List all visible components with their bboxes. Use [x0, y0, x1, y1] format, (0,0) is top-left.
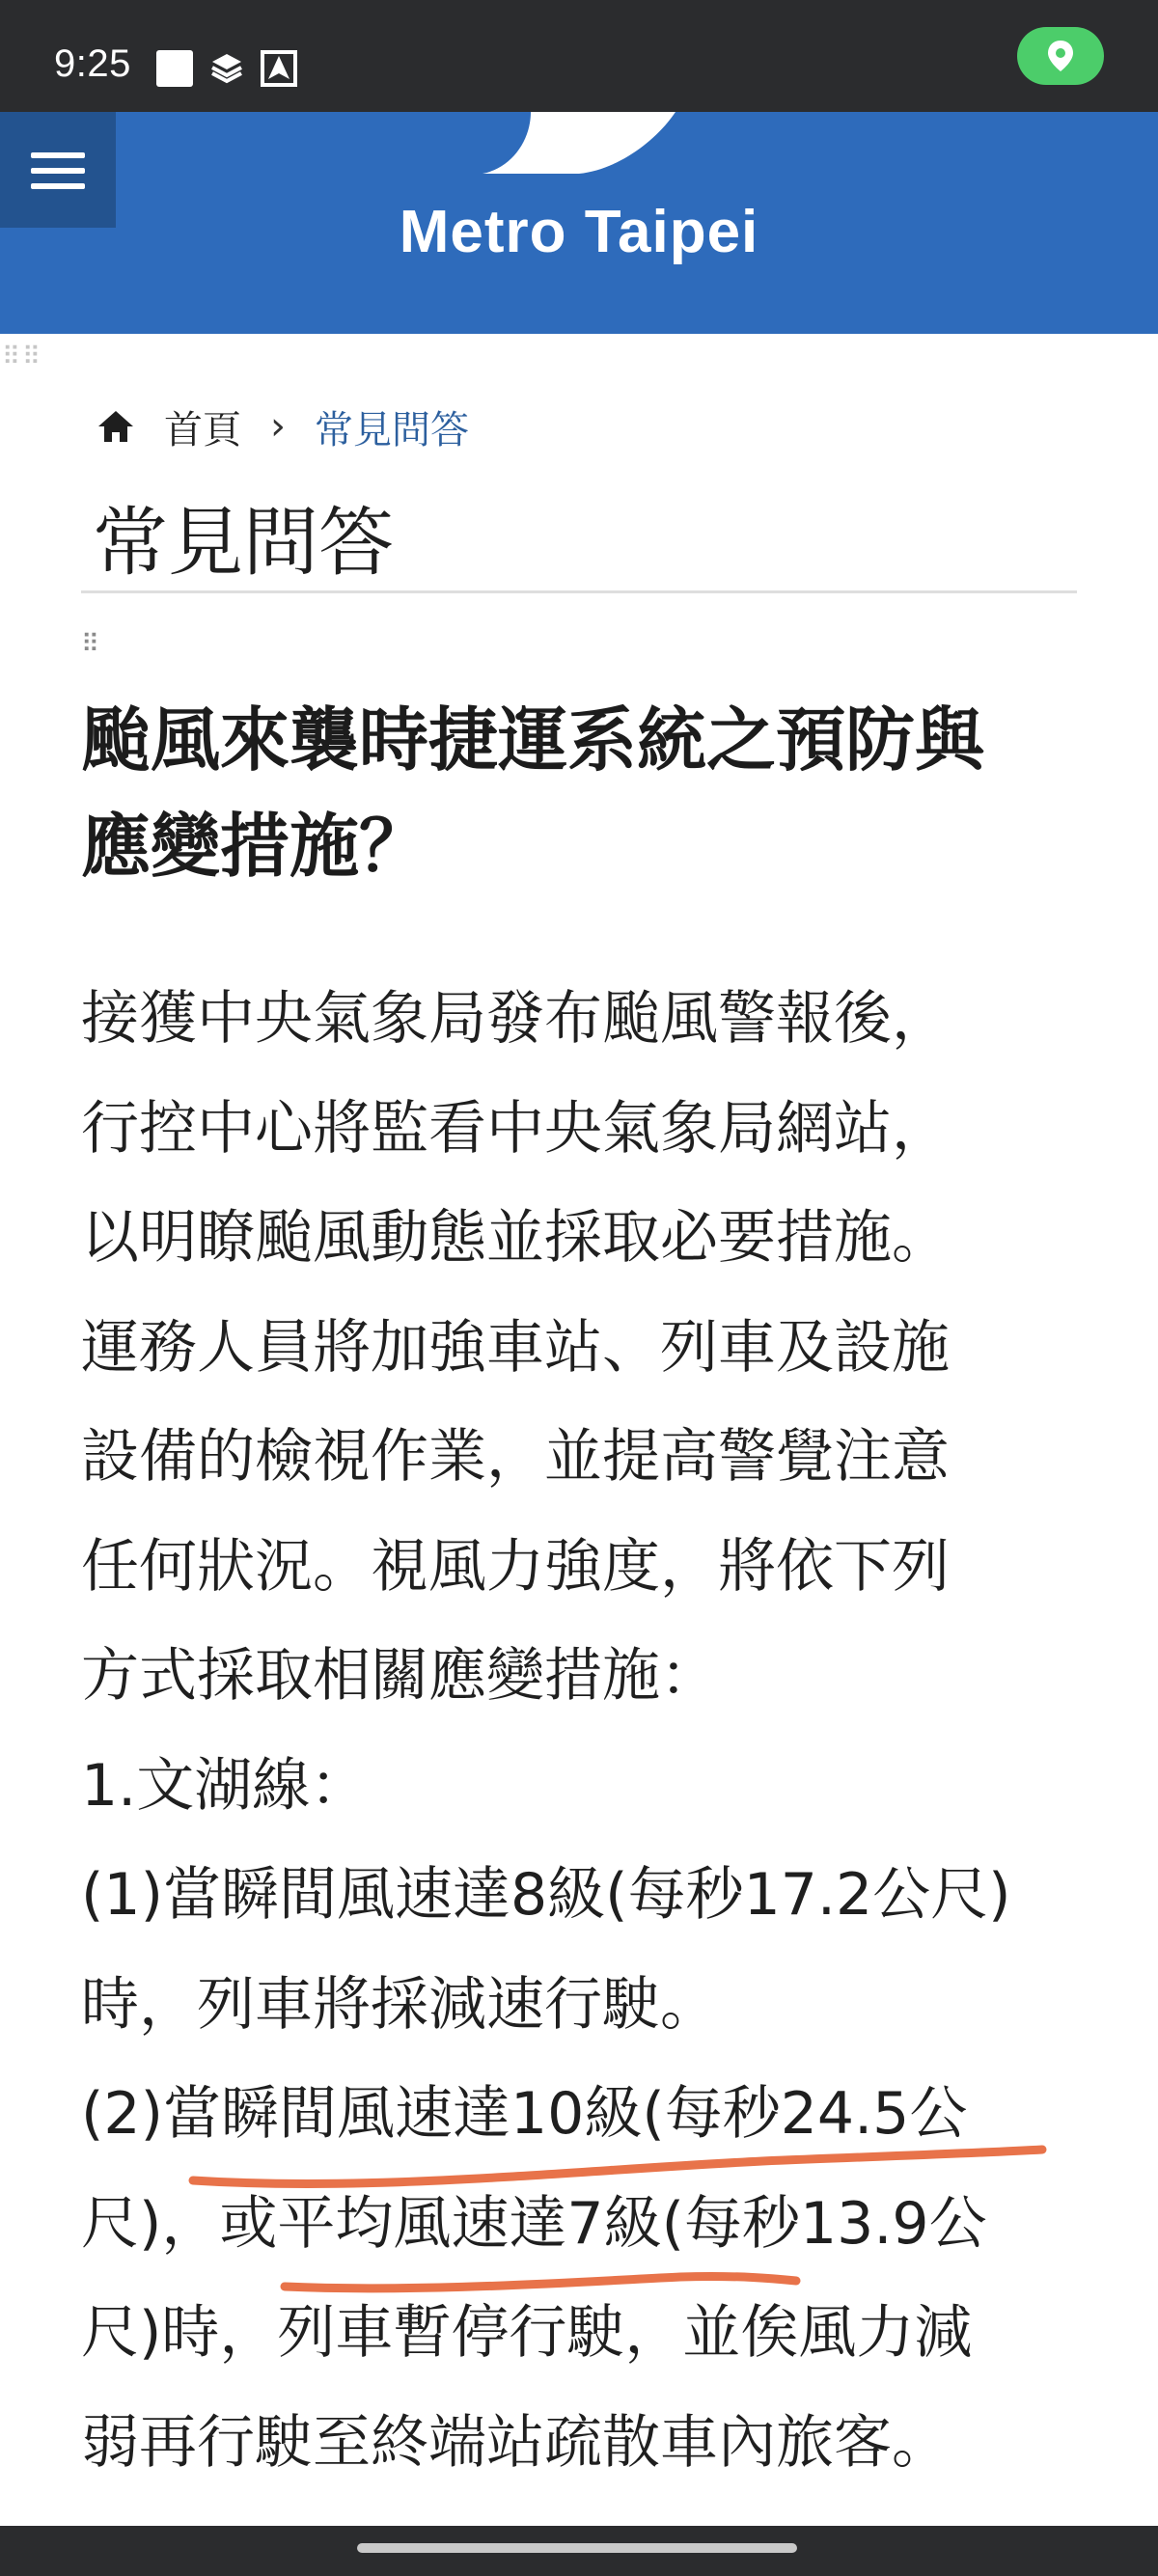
- gesture-handle[interactable]: [357, 2543, 797, 2553]
- article-body: [81, 965, 1085, 2498]
- body-line: 1.文湖線：: [81, 1751, 369, 1820]
- home-icon[interactable]: [96, 407, 135, 446]
- brand-logo-text[interactable]: Metro Taipei: [399, 199, 759, 265]
- article-title-line: 颱風來襲時捷運系統之預防與: [81, 699, 985, 781]
- location-indicator[interactable]: [1017, 27, 1104, 85]
- body-line: 任何狀況。視風力強度，將依下列: [81, 1532, 950, 1601]
- location-icon: [1017, 27, 1104, 85]
- site-header: [0, 112, 1158, 334]
- hamburger-menu-button[interactable]: [0, 112, 116, 228]
- drag-handle-dots: ⠿⠿: [2, 343, 43, 371]
- breadcrumb: [96, 399, 469, 453]
- body-line: 尺)時，列車暫停行駛，並俟風力減: [81, 2299, 973, 2367]
- system-nav-bar: [0, 2526, 1158, 2576]
- navigation-icon: [261, 50, 297, 87]
- metro-logo-mark: [473, 112, 685, 178]
- body-line: 尺)，或平均風速達7級(每秒13.9公: [81, 2189, 987, 2258]
- body-line: 方式採取相關應變措施：: [81, 1642, 718, 1710]
- body-line: (1)當瞬間風速達8級(每秒17.2公尺): [81, 1861, 1011, 1929]
- body-line: 弱再行駛至終端站疏散車內旅客。: [81, 2408, 950, 2477]
- breadcrumb-separator: ›: [270, 404, 286, 449]
- breadcrumb-current[interactable]: 常見問答: [315, 407, 469, 452]
- breadcrumb-home-link[interactable]: 首頁: [164, 407, 241, 452]
- body-line: 以明瞭颱風動態並採取必要措施。: [81, 1204, 950, 1272]
- page-title: 常見問答: [93, 500, 395, 587]
- hamburger-menu-icon: [31, 152, 85, 158]
- body-line: 時，列車將採減速行駛。: [81, 1970, 718, 2039]
- title-divider: [81, 590, 1077, 593]
- status-time: 9:25: [54, 42, 131, 85]
- body-line: 行控中心將監看中央氣象局網站，: [81, 1094, 950, 1163]
- square-icon: [156, 50, 193, 87]
- section-dots: ⠿: [81, 630, 102, 659]
- body-line: (2)當瞬間風速達10級(每秒24.5公: [81, 2080, 968, 2148]
- status-bar: [0, 0, 1158, 112]
- body-line: 設備的檢視作業，並提高警覺注意: [81, 1423, 950, 1491]
- body-line: 接獲中央氣象局發布颱風警報後，: [81, 985, 950, 1053]
- article-title-line: 應變措施？: [81, 806, 429, 887]
- body-line: 運務人員將加強車站、列車及設施: [81, 1313, 950, 1382]
- article-title: [81, 687, 1085, 899]
- layers-icon: [210, 48, 243, 87]
